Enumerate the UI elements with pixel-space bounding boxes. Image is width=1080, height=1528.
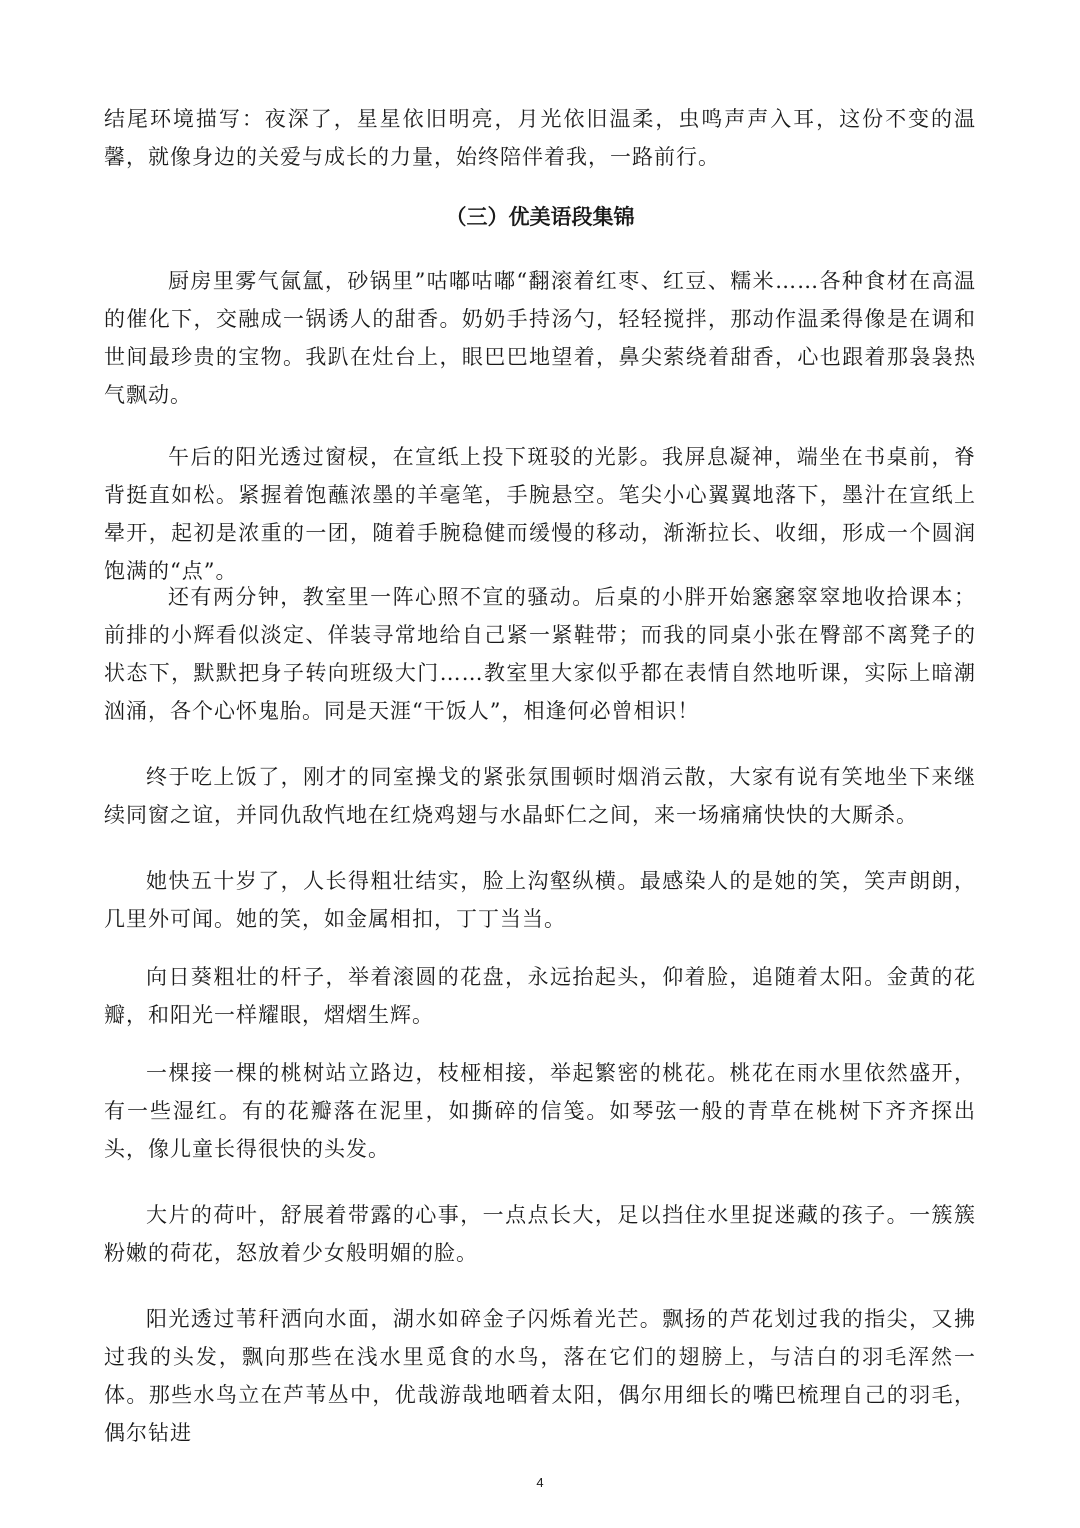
paragraph-sunflower: 向日葵粗壮的杆子，举着滚圆的花盘，永远抬起头，仰着脸，追随着太阳。金黄的花瓣，和阳光一样耀眼，熠熠生辉。 <box>104 965 976 1027</box>
paragraph-lotus: 大片的荷叶，舒展着带露的心事，一点点长大，足以挡住水里捉迷藏的孩子。一簇簇粉嫩的荷花，怒放着少女般明媚的脸。 <box>104 1203 976 1265</box>
paragraph-kitchen: 厨房里雾气氤氲，砂锅里”咕嘟咕嘟“翻滚着红枣、红豆、糯米……各种食材在高温的催化下，交融成一锅诱人的甜香。奶奶手持汤勺，轻轻搅拌，那动作温柔得像是在调和世间最珍贵的宝物。我趴在灶台上，眼巴巴地望着，鼻尖萦绕着甜香，心也跟着那袅袅热气飘动。 <box>104 269 976 407</box>
ending-description-paragraph: 结尾环境描写：夜深了，星星依旧明亮，月光依旧温柔，虫鸣声声入耳，这份不变的温馨，就像身边的关爱与成长的力量，始终陪伴着我，一路前行。 <box>104 107 976 169</box>
paragraph-classroom: 还有两分钟，教室里一阵心照不宣的骚动。后桌的小胖开始窸窸窣窣地收拾课本；前排的小辉看似淡定、佯装寻常地给自己紧一紧鞋带；而我的同桌小张在臀部不离凳子的状态下，默默把身子转向班级大门……教室里大家似乎都在表情自然地听课，实际上暗潮汹涌，各个心怀鬼胎。同是天涯“干饭人”，相逢何必曾相识！ <box>104 585 976 723</box>
paragraph-reeds: 阳光透过苇秆洒向水面，湖水如碎金子闪烁着光芒。飘扬的芦花划过我的指尖，又拂过我的头发，飘向那些在浅水里觅食的水鸟，落在它们的翅膀上，与洁白的羽毛浑然一体。那些水鸟立在芦苇丛中，优哉游哉地晒着太阳，偶尔用细长的嘴巴梳理自己的羽毛，偶尔钻进 <box>104 1307 976 1445</box>
section-heading: （三）优美语段集锦 <box>445 205 635 229</box>
paragraph-calligraphy: 午后的阳光透过窗棂，在宣纸上投下斑驳的光影。我屏息凝神，端坐在书桌前，脊背挺直如松。紧握着饱蘸浓墨的羊毫笔，手腕悬空。笔尖小心翼翼地落下，墨汁在宣纸上晕开，起初是浓重的一团，随着手腕稳健而缓慢的移动，渐渐拉长、收细，形成一个圆润饱满的“点”。 <box>104 445 976 583</box>
page-number: 4 <box>536 1475 544 1490</box>
paragraph-lunch: 终于吃上饭了，刚才的同室操戈的紧张氛围顿时烟消云散，大家有说有笑地坐下来继续同窗之谊，并同仇敌忾地在红烧鸡翅与水晶虾仁之间，来一场痛痛快快的大厮杀。 <box>104 765 976 827</box>
paragraph-laughter: 她快五十岁了，人长得粗壮结实，脸上沟壑纵横。最感染人的是她的笑，笑声朗朗，几里外可闻。她的笑，如金属相扣，丁丁当当。 <box>104 869 976 931</box>
paragraph-peach-trees: 一棵接一棵的桃树站立路边，枝桠相接，举起繁密的桃花。桃花在雨水里依然盛开，有一些湿红。有的花瓣落在泥里，如撕碎的信笺。如琴弦一般的青草在桃树下齐齐探出头，像儿童长得很快的头发。 <box>104 1061 976 1161</box>
